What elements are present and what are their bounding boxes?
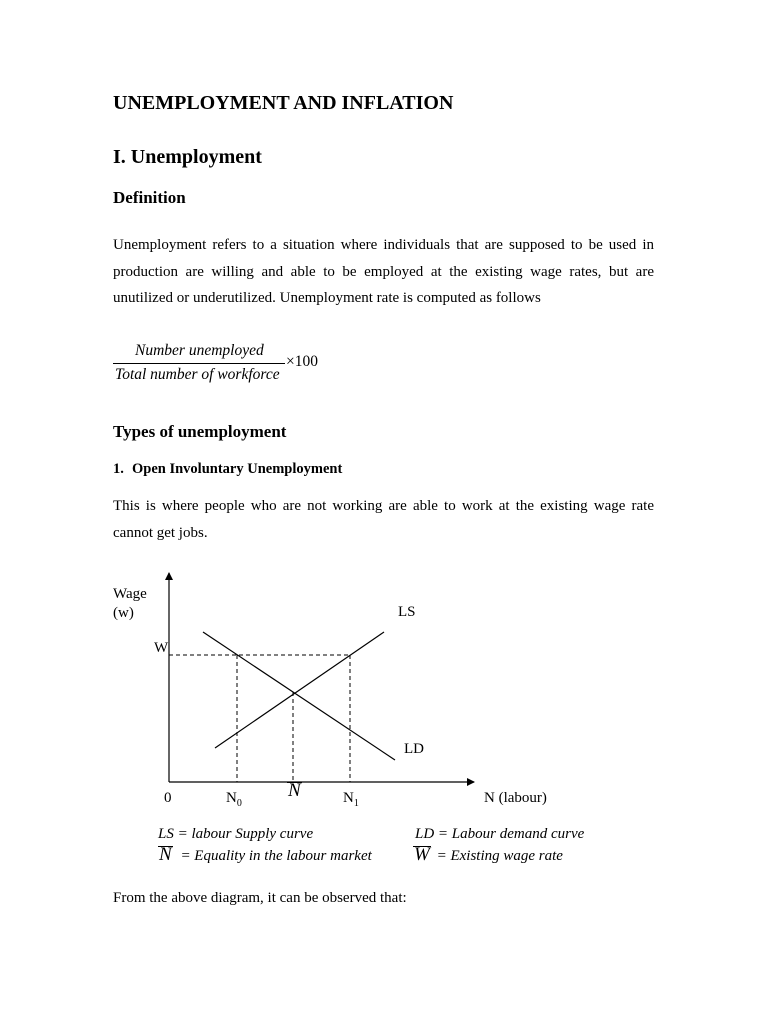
x-axis-label: N (labour) [484, 790, 547, 806]
wage-level-label: W [154, 640, 169, 656]
n1-label [343, 790, 359, 809]
types-heading: Types of unemployment [113, 422, 287, 441]
supply-curve-label: LS [398, 604, 416, 620]
subsection-paragraph: This is where people who are not working are able to work at the existing wage rate cannot get jobs. [113, 498, 654, 541]
n0-label-base: N [226, 790, 237, 806]
subsection-title: Open Involuntary Unemployment [132, 461, 343, 477]
n0-label [226, 790, 242, 809]
origin-label: 0 [164, 790, 172, 806]
definition-paragraph: Unemployment refers to a situation where individuals that are supposed to be used in production are willing and able to be employed at the existing wage rates, but are unutilized or underutilized. Unemployment rate is computed as follows [113, 237, 654, 306]
formula-denominator: Total number of workforce [115, 366, 280, 383]
nbar-label [287, 780, 302, 802]
y-axis-label-wage: Wage [113, 586, 147, 602]
legend-nbar-text: = Equality in the labour market [180, 848, 372, 864]
demand-curve-label: LD [404, 741, 424, 757]
closing-paragraph: From the above diagram, it can be observed that: [113, 890, 407, 906]
n1-label-base: N [343, 790, 354, 806]
legend-ls: LS = labour Supply curve [158, 826, 314, 842]
legend-wbar-text: = Existing wage rate [436, 848, 563, 864]
demand-curve-ld [203, 632, 395, 760]
supply-curve-ls [215, 632, 384, 748]
legend-nbar [158, 846, 372, 865]
legend-wbar-symbol: W [414, 844, 430, 865]
legend-nbar-symbol: N [159, 844, 172, 865]
legend-ld: LD = Labour demand curve [415, 826, 585, 842]
y-axis-label-w: (w) [113, 605, 134, 621]
nbar-symbol: N [288, 780, 301, 801]
legend-wbar [413, 846, 563, 865]
definition-heading: Definition [113, 188, 186, 207]
n1-label-sub: 1 [353, 798, 359, 809]
section-heading: I. Unemployment [113, 146, 262, 168]
formula-multiplier: ×100 [286, 353, 318, 370]
n0-label-sub: 0 [236, 798, 242, 809]
subsection-number: 1. [113, 461, 124, 477]
document-title: UNEMPLOYMENT AND INFLATION [113, 92, 454, 114]
formula-numerator: Number unemployed [135, 342, 264, 359]
